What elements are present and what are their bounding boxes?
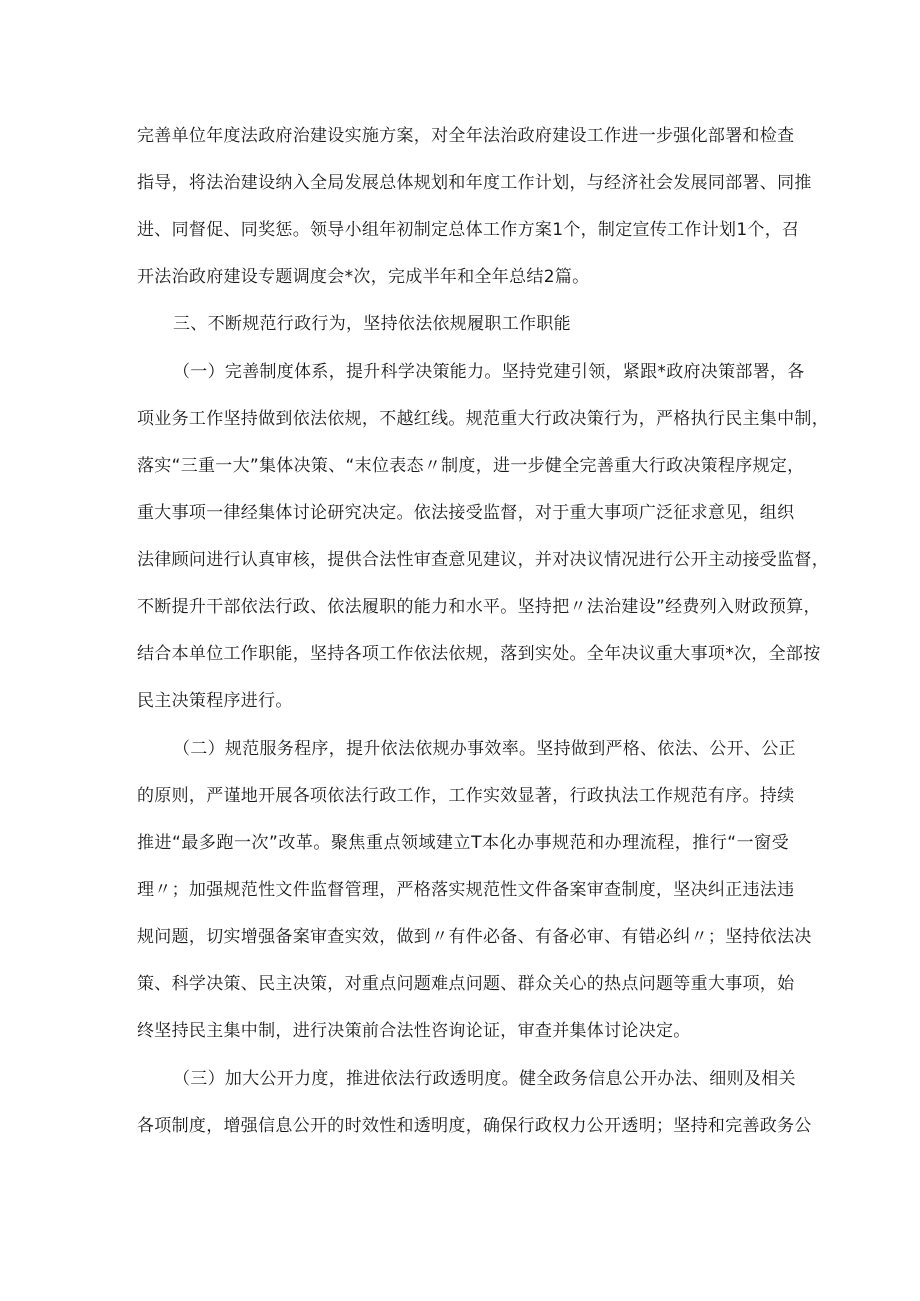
subsection-heading-line: （二）规范服务程序，提升依法依规办事效率。坚持做到严格、依法、公开、公正 xyxy=(173,739,796,759)
paragraph-line: 项业务工作坚持做到依法依规，不越红线。规范重大行政决策行为，严格执行民主集中制， xyxy=(137,409,829,429)
paragraph-line: 法律顾问进行认真审核，提供合法性审查意见建议，并对决议情况进行公开主动接受监督， xyxy=(137,550,829,570)
paragraph-line: 指导，将法治建设纳入全局发展总体规划和年度工作计划，与经济社会发展同部署、同推 xyxy=(137,173,812,193)
paragraph-line: 终坚持民主集中制，进行决策前合法性咨询论证，审查并集体讨论决定。 xyxy=(137,1021,691,1041)
paragraph-line: 不断提升干部依法行政、依法履职的能力和水平。坚持把〃法治建设”经费列入财政预算， xyxy=(137,597,821,617)
paragraph-line: 完善单位年度法政府治建设实施方案，对全年法治政府建设工作进一步强化部署和检查 xyxy=(137,126,795,146)
paragraph-line: 重大事项一律经集体讨论研究决定。依法接受监督，对于重大事项广泛征求意见，组织 xyxy=(137,503,795,523)
paragraph-line: 各项制度，增强信息公开的时效性和透明度，确保行政权力公开透明；坚持和完善政务公 xyxy=(137,1116,812,1136)
paragraph-line: 的原则，严谨地开展各项依法行政工作，工作实效显著，行政执法工作规范有序。持续 xyxy=(137,786,795,806)
paragraph-line: 推进“最多跑一次”改革。聚焦重点领域建立T本化办事规范和办理流程，推行“一窗受 xyxy=(137,833,789,853)
paragraph-line: 民主决策程序进行。 xyxy=(137,691,293,711)
paragraph-line: 落实“三重一大”集体决策、“末位表态〃制度，进一步健全完善重大行政决策程序规定， xyxy=(137,456,805,476)
paragraph-line: 策、科学决策、民主决策，对重点问题难点问题、群众关心的热点问题等重大事项，始 xyxy=(137,974,795,994)
paragraph-line: 进、同督促、同奖惩。领导小组年初制定总体工作方案1个，制定宣传工作计划1个，召 xyxy=(137,220,800,240)
section-heading: 三、不断规范行政行为，坚持依法依规履职工作职能 xyxy=(173,314,571,334)
paragraph-line: 结合本单位工作职能，坚持各项工作依法依规，落到实处。全年决议重大事项*次，全部按 xyxy=(137,644,821,664)
subsection-heading-line: （三）加大公开力度，推进依法行政透明度。健全政务信息公开办法、细则及相关 xyxy=(173,1069,796,1089)
paragraph-line: 理〃；加强规范性文件监督管理，严格落实规范性文件备案审查制度，坚决纠正违法违 xyxy=(137,880,795,900)
paragraph-line: 规问题，切实增强备案审查实效，做到〃有件必备、有备必审、有错必纠〃；坚持依法决 xyxy=(137,927,812,947)
subsection-heading-line: （一）完善制度体系，提升科学决策能力。坚持党建引领，紧跟*政府决策部署，各 xyxy=(173,362,805,382)
paragraph-line: 开法治政府建设专题调度会*次，完成半年和全年总结2篇。 xyxy=(137,267,590,287)
